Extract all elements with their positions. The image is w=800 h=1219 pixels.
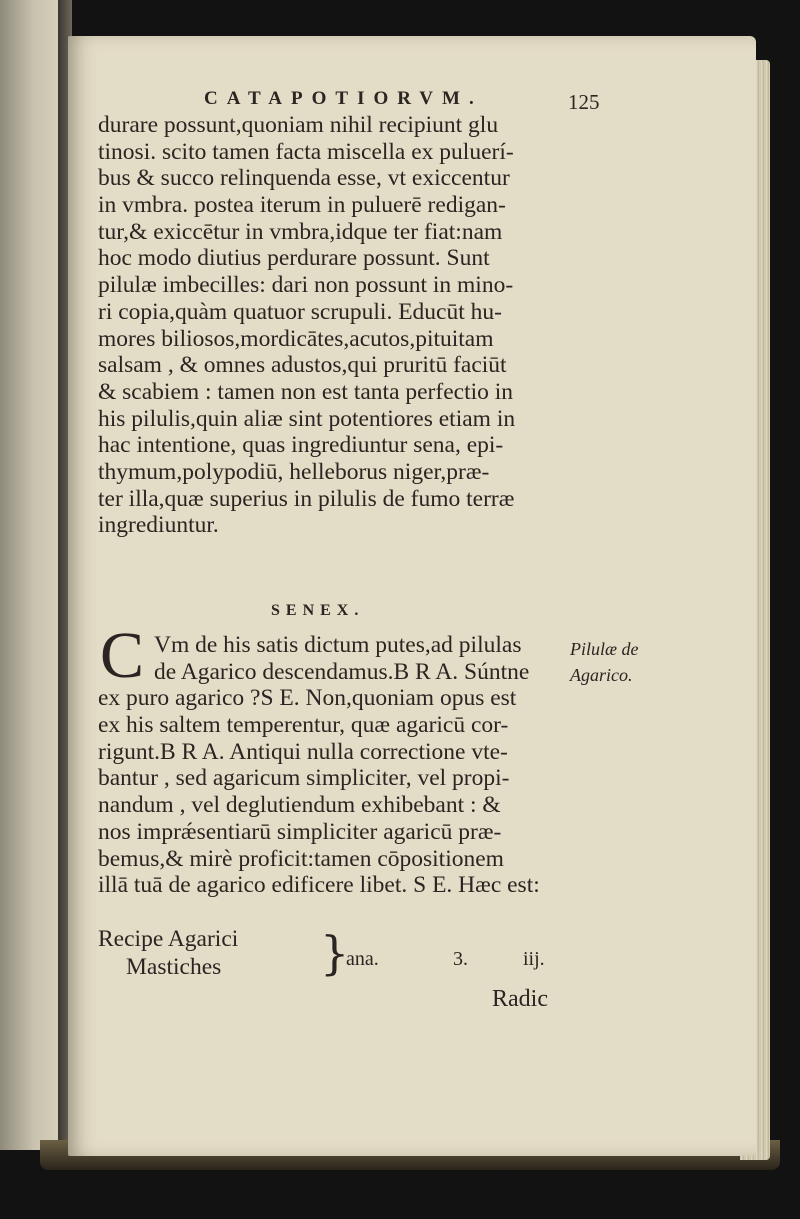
text-line: hac intentione, quas ingrediuntur sena, epi- xyxy=(98,432,504,459)
text-line: ex his saltem temperentur, quæ agaricū cor- xyxy=(98,712,509,739)
text-line: illā tuā de agarico edificere libet. S E. Hæc est: xyxy=(98,872,540,899)
margin-note-line: Agarico. xyxy=(570,665,633,685)
paragraph-1 xyxy=(98,112,578,539)
margin-note-line: Pilulæ de xyxy=(570,639,639,659)
text-line: ri copia,quàm quatuor scrupuli. Educūt hu- xyxy=(98,298,502,325)
text-line: durare possunt,quoniam nihil recipiunt glu xyxy=(98,112,499,138)
text-line: his pilulis,quin aliæ sint potentiores etiam in xyxy=(98,405,516,432)
running-head: CATAPOTIORVM. xyxy=(204,88,483,109)
speaker-heading: SENEX. xyxy=(271,602,365,619)
text-line: rigunt.B R A. Antiqui nulla correctione vte- xyxy=(98,738,508,765)
recipe-ingredient: Recipe Agarici xyxy=(98,926,239,952)
text-line: salsam , & omnes adustos,qui pruritū faciūt xyxy=(98,352,507,379)
text-line: pilulæ imbecilles: dari non possunt in mino- xyxy=(98,272,514,299)
brace-symbol: } xyxy=(320,926,350,980)
text-line: thymum,polypodiū, helleborus niger,præ- xyxy=(98,458,490,485)
text-line: ter illa,quæ superius in pilulis de fumo terræ xyxy=(98,485,515,512)
text-line: nandum , vel deglutiendum exhibebant : & xyxy=(98,792,501,819)
text-line: & scabiem : tamen non est tanta perfectio in xyxy=(98,378,514,405)
text-line: tinosi. scito tamen facta miscella ex puluerí- xyxy=(98,138,514,165)
paragraph-2 xyxy=(98,632,578,899)
text-line: tur,& exiccētur in vmbra,idque ter fiat:nam xyxy=(98,218,503,245)
page-number: 125 xyxy=(568,90,600,114)
text-line: bus & succo relinquenda esse, vt exiccentur xyxy=(98,165,510,192)
text-line: ingrediuntur. xyxy=(98,512,219,539)
text-line: hoc modo diutius perdurare possunt. Sunt xyxy=(98,245,490,272)
text-line: ex puro agarico ?S E. Non,quoniam opus est xyxy=(98,685,517,712)
text-line: de Agarico descendamus.B R A. Súntne xyxy=(154,658,530,685)
margin-note xyxy=(570,636,639,688)
text-line: nos imprǽsentiarū simpliciter agaricū præ- xyxy=(98,818,502,845)
recipe-ingredient: Mastiches xyxy=(126,954,222,980)
text-line: in vmbra. postea iterum in puluerē redigan- xyxy=(98,192,506,219)
text-line: bemus,& mirè proficit:tamen cōpositionem xyxy=(98,845,504,872)
recipe-ana: ana. xyxy=(346,948,379,970)
catchword: Radic xyxy=(492,986,548,1012)
dram-symbol: 3. xyxy=(453,948,468,970)
text-line: bantur , sed agaricum simpliciter, vel propi- xyxy=(98,765,510,792)
text-line: mores biliosos,mordicātes,acutos,pituitam xyxy=(98,325,494,352)
text-line: Vm de his satis dictum putes,ad pilulas xyxy=(154,632,522,658)
recipe-quantity: iij. xyxy=(523,948,545,970)
recipe xyxy=(98,926,598,982)
drop-cap: C xyxy=(100,619,145,692)
facing-page-edge xyxy=(0,0,62,1150)
